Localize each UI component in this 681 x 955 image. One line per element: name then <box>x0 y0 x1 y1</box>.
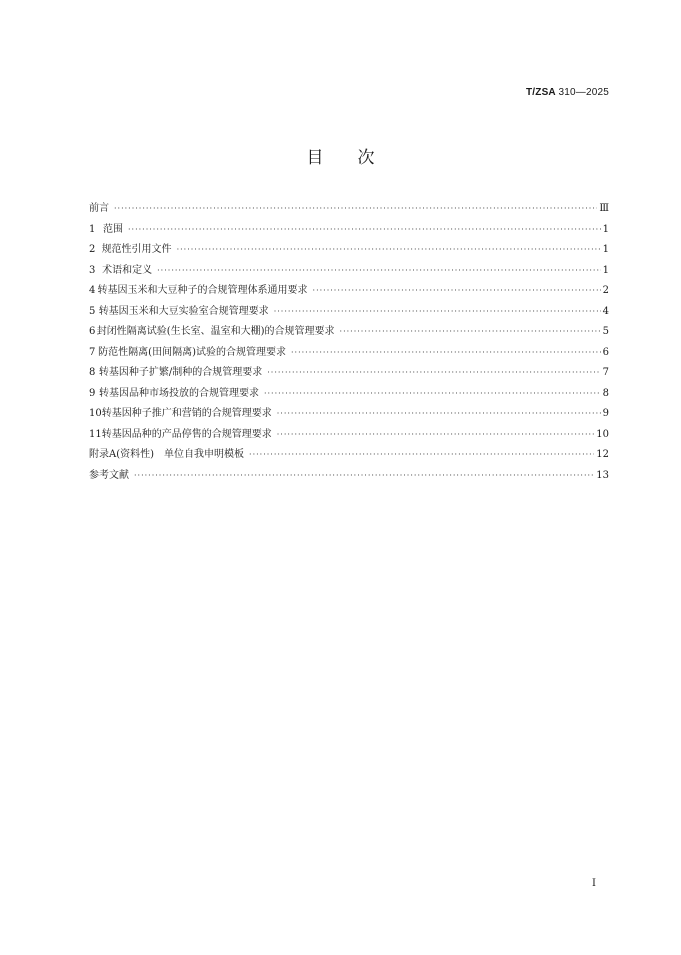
toc-entry-number: 11 <box>89 428 102 440</box>
toc-entry-page: 2 <box>602 285 609 296</box>
toc-entry-page: 5 <box>602 326 609 337</box>
toc-entry-label: 前言 <box>89 203 109 214</box>
toc-entry-number: 6 <box>89 326 96 337</box>
toc-dot-leader <box>114 199 597 220</box>
toc-dot-leader <box>177 240 601 261</box>
toc-entry-page: 7 <box>602 367 609 378</box>
toc-entry[interactable] <box>89 220 609 241</box>
toc-entry[interactable] <box>89 466 609 487</box>
toc-entry[interactable] <box>89 322 609 343</box>
toc-dot-leader <box>267 363 600 384</box>
toc-entry-label: 防范性隔离(田间隔离)试验的合规管理要求 <box>98 346 286 358</box>
toc-dot-leader <box>157 261 600 282</box>
toc-entry[interactable] <box>89 261 609 282</box>
toc-entry-number: 4 <box>89 285 96 296</box>
toc-entry-label: 转基因品种市场投放的合规管理要求 <box>98 387 259 399</box>
toc-entry-page: 9 <box>602 408 609 419</box>
toc-entry-page: 6 <box>602 346 609 358</box>
toc-entry-label: 转基因玉米和大豆种子的合规管理体系通用要求 <box>97 285 308 296</box>
toc-entry[interactable] <box>89 343 609 364</box>
toc-dot-leader <box>274 302 601 323</box>
toc-entry[interactable] <box>89 240 609 261</box>
toc-entry-number: 1 <box>89 223 96 235</box>
toc-entry[interactable] <box>89 425 609 446</box>
toc-entry-page: 4 <box>602 305 609 317</box>
toc-entry-page: 12 <box>596 449 609 460</box>
toc-entry-page: 1 <box>602 244 609 255</box>
toc-entry-label: 转基因品种的产品停售的合规管理要求 <box>101 428 272 440</box>
toc-entry-number: 9 <box>89 387 96 399</box>
page-folio: Ⅰ <box>592 878 596 889</box>
toc-dot-leader <box>313 281 601 302</box>
toc-entry[interactable] <box>89 302 609 323</box>
toc-dot-leader <box>249 445 594 466</box>
toc-entry-label: 术语和定义 <box>102 264 153 276</box>
toc-entry-page: 1 <box>602 223 609 235</box>
toc-entry[interactable] <box>89 384 609 405</box>
toc-entry-label: 范围 <box>103 223 123 235</box>
toc-entry-number: 2 <box>89 244 96 255</box>
toc-dot-leader <box>277 404 601 425</box>
toc-entry-page: Ⅲ <box>599 203 609 214</box>
toc-entry-page: 1 <box>602 264 609 276</box>
toc-entry[interactable] <box>89 404 609 425</box>
toc-dot-leader <box>340 322 601 343</box>
toc-entry-label: 规范性引用文件 <box>101 244 172 255</box>
table-of-contents <box>89 199 609 486</box>
toc-dot-leader <box>277 425 595 446</box>
toc-entry-label: 转基因种子扩繁/制种的合规管理要求 <box>98 367 263 378</box>
toc-entry[interactable] <box>89 363 609 384</box>
toc-entry-page: 10 <box>596 428 609 440</box>
document-code-number: 310—2025 <box>558 87 609 98</box>
toc-title: 目次 <box>306 148 409 168</box>
toc-dot-leader <box>291 343 601 364</box>
toc-entry-number: 10 <box>89 408 102 419</box>
toc-entry-page: 8 <box>602 387 609 399</box>
toc-entry[interactable] <box>89 199 609 220</box>
document-code-prefix: T/ZSA <box>525 87 556 98</box>
toc-entry-number: 3 <box>89 264 96 276</box>
toc-entry-label: 封闭性隔离试验(生长室、温室和大棚)的合规管理要求 <box>96 326 335 337</box>
toc-entry-label: 转基因种子推广和营销的合规管理要求 <box>101 408 272 419</box>
toc-entry[interactable] <box>89 445 609 466</box>
toc-entry-number: 8 <box>89 367 96 378</box>
toc-entry-label: 转基因玉米和大豆实验室合规管理要求 <box>98 305 269 317</box>
toc-entry-number: 5 <box>89 305 96 317</box>
toc-entry[interactable] <box>89 281 609 302</box>
toc-entry-label: 附录A(资料性) 单位自我申明模板 <box>89 449 245 460</box>
toc-entry-number: 7 <box>89 346 96 358</box>
document-code <box>526 87 609 98</box>
toc-dot-leader <box>264 384 601 405</box>
toc-entry-label: 参考文献 <box>89 469 129 481</box>
toc-dot-leader <box>134 466 594 487</box>
toc-dot-leader <box>128 220 601 241</box>
toc-entry-page: 13 <box>596 469 609 481</box>
